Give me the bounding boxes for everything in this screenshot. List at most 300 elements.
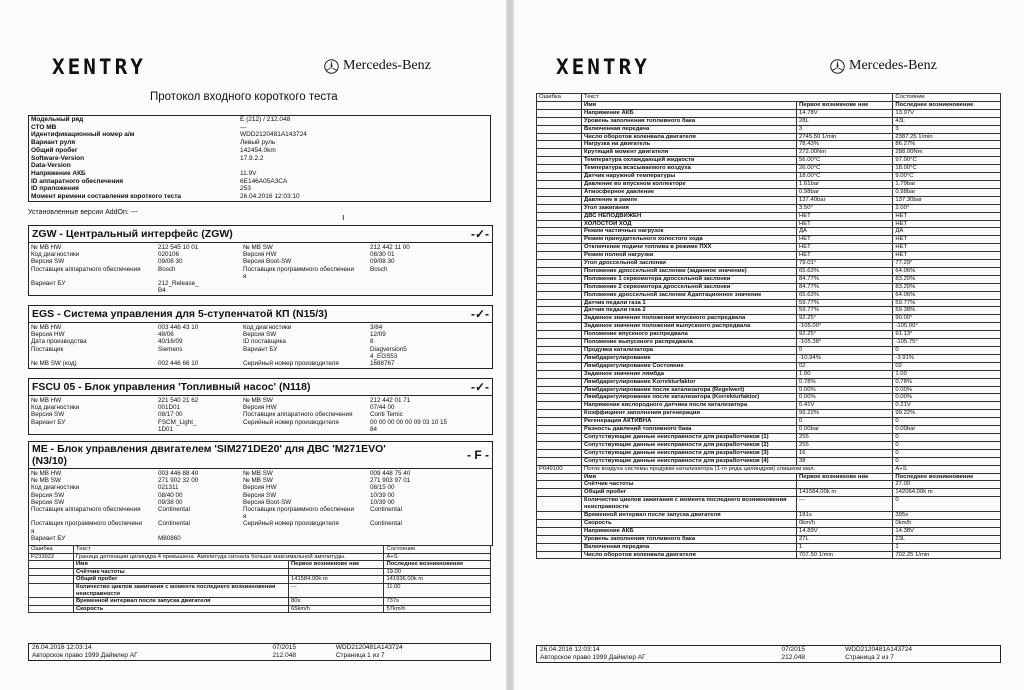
param-last: НЕТ xyxy=(893,252,1001,260)
section-cell: Версия HW xyxy=(243,404,277,412)
header-value: --- xyxy=(240,123,247,131)
blank-cell xyxy=(537,527,582,535)
fault-parameters-table xyxy=(536,93,1001,559)
section-cell: Код диагностики xyxy=(31,484,80,492)
section-cell xyxy=(31,287,158,294)
header-value: E (212) / 212.048 xyxy=(240,116,291,123)
section-header xyxy=(29,379,492,396)
blank-cell xyxy=(537,354,582,362)
param-last: 90.00° xyxy=(893,315,1001,323)
param-row xyxy=(537,512,1001,520)
blank-cell xyxy=(537,141,582,149)
param-name: Положение 1 сервомотора дроссельной заслонки xyxy=(582,275,797,283)
section-cell: 08/17 00 xyxy=(158,411,183,419)
mercedes-star-icon xyxy=(324,59,339,74)
footer-cell: 07/2015 xyxy=(781,646,805,653)
section-cell: Версия SW xyxy=(31,411,65,419)
param-name: Уровень заполнения топливного бака xyxy=(582,535,797,543)
param-last: 0.98bar xyxy=(893,188,1001,196)
section-cell: Поставщик программного обеспечени xyxy=(243,506,354,514)
param-header-row xyxy=(537,101,1001,109)
blank-cell xyxy=(29,583,74,597)
section-cell: Поставщик программного обеспечени xyxy=(243,265,354,273)
param-name: Температура всасываемого воздуха xyxy=(582,165,797,173)
param-last: 57km/h xyxy=(384,605,491,613)
section-title: EGS - Система управления для 5-ступенчатой КП (N15/3) xyxy=(32,308,328,320)
section-cell: 09/08 30 xyxy=(158,258,183,266)
param-row xyxy=(537,188,1001,196)
param-name: Датчик наружной температуры xyxy=(582,173,797,181)
param-name: Сопутствующие данные неисправности для разработчиков (4) xyxy=(582,457,797,465)
header-row xyxy=(29,193,491,201)
footer-cell: 26.04.2016 12:03:14 xyxy=(540,646,600,653)
param-name: Общий пробег xyxy=(582,489,797,497)
section-cell xyxy=(31,353,158,360)
blank-cell xyxy=(537,457,582,465)
blank-cell xyxy=(537,260,582,268)
param-first: 141584.00k m xyxy=(797,489,893,497)
fault-code: P233922 xyxy=(29,553,74,561)
param-name: Лямбдарегулирование Korrekturfaktor xyxy=(582,378,797,386)
param-row xyxy=(537,535,1001,543)
param-name: Напряжение кислородного датчика после катализатора xyxy=(582,402,797,410)
param-last: 64.06% xyxy=(893,267,1001,275)
section-cell: Версия SW xyxy=(31,498,65,506)
blank-cell xyxy=(537,275,582,283)
param-name: Режим принудительного холостого хода xyxy=(582,236,797,244)
param-name: Количество циклов зажигания с момента последнего возникновения неисправности xyxy=(582,497,797,512)
blank-cell xyxy=(537,117,582,125)
param-name: Напряжение АКБ xyxy=(582,527,797,535)
status-mark: -✓- xyxy=(470,380,489,394)
param-first: 272.00Nm xyxy=(797,149,893,157)
param-name: Атмосферное давление xyxy=(582,188,797,196)
blank-cell xyxy=(537,157,582,165)
param-first: 141584.00k m xyxy=(289,576,384,584)
section-cell: FSCM_Light_ xyxy=(158,418,197,426)
vehicle-info-table xyxy=(28,115,491,202)
param-row xyxy=(537,402,1001,410)
param-name: Включенная передача xyxy=(582,125,797,133)
param-name: Счётчик частоты xyxy=(582,481,797,489)
section-cell xyxy=(31,273,158,280)
param-first: 181s xyxy=(797,512,893,520)
section-cell xyxy=(31,513,158,520)
header-value: Левый руль xyxy=(240,139,276,147)
param-name: Давление в рампе xyxy=(582,196,797,204)
section-cell: Серийный номер производителя xyxy=(243,520,339,528)
section-cell: 4_EGS53 xyxy=(370,352,398,360)
param-last: НЕТ xyxy=(893,212,1001,220)
header-value xyxy=(238,162,491,170)
param-first: 14.78V xyxy=(797,109,893,117)
section-header xyxy=(29,442,492,469)
blank-cell xyxy=(537,418,582,426)
param-col-first: Первое возникнове ние xyxy=(797,473,893,481)
section-cell xyxy=(158,273,243,280)
col-text: Текст xyxy=(582,94,893,102)
footer-cell: Авторское право 1999 Даймлер АГ xyxy=(540,654,646,661)
header-value: 253 xyxy=(240,185,251,193)
param-row xyxy=(537,441,1001,449)
section-cell: 10/39 00 xyxy=(370,498,395,506)
blank-cell xyxy=(537,291,582,299)
param-row xyxy=(537,157,1001,165)
mercedes-star-icon xyxy=(830,59,845,74)
param-row xyxy=(29,605,491,613)
param-last: -105.75° xyxy=(893,339,1001,347)
col-state: Состояние xyxy=(893,94,1001,102)
section-cell: Серийный номер производителя xyxy=(243,360,339,368)
section-cell: 40/16/09 xyxy=(158,338,183,346)
param-last: 0.00% xyxy=(893,386,1001,394)
param-first: НЕТ xyxy=(797,244,893,252)
section-grid xyxy=(29,469,492,543)
param-row xyxy=(537,339,1001,347)
section-cell: Continental xyxy=(370,520,402,528)
param-first: 0.78% xyxy=(797,378,893,386)
mercedes-text: Mercedes-Benz xyxy=(849,58,937,73)
section-cell: 212 442 01 71 xyxy=(370,397,411,404)
param-last: 0 xyxy=(893,418,1001,426)
param-name: Лямбдарегулирование после катализатора (Regelwert) xyxy=(582,386,797,394)
param-row xyxy=(537,244,1001,252)
param-first: 02 xyxy=(797,362,893,370)
param-col-first: Первое возникнове ние xyxy=(289,561,384,569)
header-row xyxy=(29,178,491,186)
param-name: Нагрузка на двигатель xyxy=(582,141,797,149)
fault-text: Граница детонации цилиндра 4 превышена. Амплитуда сигнала больше максимальной амплитуды. xyxy=(74,553,384,561)
param-name: Сопутствующие данные неисправности для разработчиков (2) xyxy=(582,441,797,449)
footer-cell: 07/2015 xyxy=(272,644,296,651)
section-cell: M80860 xyxy=(158,534,181,542)
param-first: 59.77% xyxy=(797,299,893,307)
section-cell: № MB SW (код) xyxy=(31,360,77,368)
col-text: Текст xyxy=(74,546,384,554)
blank-cell xyxy=(537,180,582,188)
section-cell: Версия HW xyxy=(243,251,277,259)
col-error: Ошибка xyxy=(29,546,74,554)
param-name: Заданное значение положения выпускного распредвала xyxy=(582,323,797,331)
section-cell: Bosch xyxy=(158,265,176,273)
param-name: Датчик педали газа 1 xyxy=(582,299,797,307)
page-footer xyxy=(536,645,1001,663)
param-name: Продувка катализатора xyxy=(582,347,797,355)
section-cell: № MB SW xyxy=(243,397,273,404)
blank-cell xyxy=(537,299,582,307)
fault-row xyxy=(29,553,491,561)
blank-cell xyxy=(537,188,582,196)
param-name: Разность давлений топливного бака xyxy=(582,426,797,434)
pen-mark: ı xyxy=(342,212,345,222)
blank-cell xyxy=(537,551,582,559)
param-last: 0.21V xyxy=(893,402,1001,410)
param-col-name: Имя xyxy=(582,473,797,481)
header-label: Вариант руля xyxy=(31,139,76,147)
param-first: НЕТ xyxy=(797,220,893,228)
section-cell: Вариант БУ xyxy=(31,418,66,426)
section-cell: 3/84 xyxy=(370,324,383,331)
footer-cell: 212.048 xyxy=(272,652,296,659)
section-grid xyxy=(29,243,492,295)
param-first: 0 xyxy=(797,347,893,355)
section-cell xyxy=(243,353,370,360)
param-row xyxy=(537,133,1001,141)
header-label: Общий пробег xyxy=(31,146,78,154)
section-header xyxy=(29,226,492,243)
param-name: Положение дроссельной заслонки Адаптационное значение xyxy=(582,291,797,299)
section-cell: Версия SW xyxy=(31,258,65,266)
param-last: 59.77% xyxy=(893,299,1001,307)
footer-cell: WDD2120481A143724 xyxy=(335,644,403,651)
param-last: 43L xyxy=(893,117,1001,125)
param-row xyxy=(537,220,1001,228)
section-cell: Вариант БУ xyxy=(31,280,66,288)
header-row xyxy=(29,116,491,124)
param-last: 97.00°C xyxy=(893,157,1001,165)
section-cell: 09/08 30 xyxy=(370,258,395,266)
section-cell: 48/06 xyxy=(158,331,174,339)
section-cell: № MB HW xyxy=(31,324,62,331)
section-cell: 12/09 xyxy=(370,331,386,339)
param-first: 92.25° xyxy=(797,331,893,339)
blank-cell xyxy=(537,543,582,551)
blank-cell xyxy=(537,228,582,236)
param-last: 0 xyxy=(893,441,1001,449)
param-row xyxy=(537,141,1001,149)
fault-row xyxy=(537,465,1001,473)
fault-state: A+S xyxy=(384,553,491,561)
param-row xyxy=(537,394,1001,402)
param-last: 0.78% xyxy=(893,378,1001,386)
param-col-last: Последнее возникновение xyxy=(384,561,491,569)
header-row xyxy=(29,162,491,170)
col-state: Состояние xyxy=(384,546,491,554)
param-row xyxy=(537,236,1001,244)
mercedes-logo xyxy=(830,58,937,74)
param-last: 27.00 xyxy=(893,481,1001,489)
param-name: Временной интервал после запуска двигателя xyxy=(74,598,289,606)
param-row xyxy=(537,125,1001,133)
param-col-first: Первое возникнове ние xyxy=(797,101,893,109)
section-cell: 212 442 11 00 xyxy=(370,244,410,251)
section-cell: Conti Temic xyxy=(370,411,403,419)
param-first: 56.00°C xyxy=(797,157,893,165)
blank-cell xyxy=(537,489,582,497)
section-cell: Версия SW xyxy=(31,491,65,499)
section-cell: Continental xyxy=(158,506,190,514)
param-first: 707.50 1/min xyxy=(797,551,893,559)
section-cell: ID поставщика xyxy=(243,338,286,346)
param-row xyxy=(29,568,491,576)
param-name: Режим полной нагрузки xyxy=(582,252,797,260)
status-mark: -✓- xyxy=(470,227,489,241)
section-header xyxy=(29,306,492,323)
param-last: 395s xyxy=(893,512,1001,520)
param-first: НЕТ xyxy=(797,236,893,244)
param-row xyxy=(537,299,1001,307)
param-last: 0 xyxy=(893,497,1001,512)
section-cell xyxy=(31,426,158,433)
blank-cell xyxy=(537,339,582,347)
param-last: 91.13° xyxy=(893,331,1001,339)
param-last: -105.00° xyxy=(893,323,1001,331)
section-cell: 08/30 01 xyxy=(370,251,395,259)
section-cell: № MB SW xyxy=(243,470,273,477)
section-cell: 002 446 66 10 xyxy=(158,360,199,368)
param-first: 18.00°C xyxy=(797,173,893,181)
header-label: СТО MB xyxy=(31,123,57,131)
param-last: 288.00Nm xyxy=(893,149,1001,157)
param-last: 18.00°C xyxy=(893,165,1001,173)
param-row xyxy=(537,307,1001,315)
section-cell: я xyxy=(243,272,247,280)
blank-cell xyxy=(537,283,582,291)
param-first: 0.00% xyxy=(797,386,893,394)
param-name: Напряжение АКБ xyxy=(582,109,797,117)
header-label: Data-Version xyxy=(31,162,71,170)
header-value: WDD2120481A143724 xyxy=(240,131,307,139)
blank-cell xyxy=(537,244,582,252)
section-cell xyxy=(158,528,243,535)
param-first: --- xyxy=(797,497,893,512)
section-cell: № MB SW xyxy=(31,477,61,485)
blank-cell xyxy=(537,109,582,117)
param-name: Временной интервал после запуска двигателя xyxy=(582,512,797,520)
header-row xyxy=(29,139,491,147)
param-name: Угол зажигания xyxy=(582,204,797,212)
param-first: 99.22% xyxy=(797,410,893,418)
section-cell: Версия SW xyxy=(243,491,277,499)
section-cell: 08/40 00 xyxy=(158,491,183,499)
param-first xyxy=(797,481,893,489)
section-cell: № MB HW xyxy=(31,397,62,404)
fault-header-row xyxy=(537,94,1001,102)
param-first: 59.77% xyxy=(797,307,893,315)
param-row xyxy=(537,354,1001,362)
param-row xyxy=(537,378,1001,386)
blank-cell xyxy=(537,315,582,323)
fault-text: Поток воздуха системы продувки катализатора (1-го ряда цилиндров) слишком мал. xyxy=(582,465,893,473)
param-last: 99.22% xyxy=(893,410,1001,418)
param-name: Регенерация АКТИВНА xyxy=(582,418,797,426)
blank-cell xyxy=(537,323,582,331)
status-mark: -✓- xyxy=(470,307,489,321)
fault-code: P049100 xyxy=(537,465,582,473)
param-last: 0 xyxy=(893,449,1001,457)
blank-cell xyxy=(537,410,582,418)
section-cell: 1688767 xyxy=(370,360,395,368)
param-first: 1.61bar xyxy=(797,180,893,188)
blank-cell xyxy=(537,101,582,109)
section-cell: 003 446 88 40 xyxy=(158,470,199,477)
param-row xyxy=(537,196,1001,204)
param-last: 2387.25 1/min xyxy=(893,133,1001,141)
param-first: -10.94% xyxy=(797,354,893,362)
section-cell xyxy=(243,287,370,294)
section-cell: 10/39 00 xyxy=(370,491,395,499)
param-last: 3 xyxy=(893,125,1001,133)
param-name: Температура охлаждающей жидкости xyxy=(582,157,797,165)
blank-cell xyxy=(537,362,582,370)
blank-cell xyxy=(537,236,582,244)
param-first: 2745.50 1/min xyxy=(797,133,893,141)
blank-cell xyxy=(537,402,582,410)
section-cell: 00 00 00 00 00 09 03 10 15 xyxy=(370,418,448,426)
param-name: Сопутствующие данные неисправности для разработчиков (3) xyxy=(582,449,797,457)
blank-cell xyxy=(537,433,582,441)
ecu-section xyxy=(28,225,493,296)
col-error: Ошибка xyxy=(537,94,582,102)
section-cell: 09/38 00 xyxy=(158,498,183,506)
section-cell: Версия Boot-SW xyxy=(243,258,292,266)
param-col-last: Последнее возникновение xyxy=(893,101,1001,109)
param-row xyxy=(537,212,1001,220)
fault-header-row xyxy=(29,546,491,554)
param-row xyxy=(537,109,1001,117)
param-first: ДА xyxy=(797,228,893,236)
param-name: Сопутствующие данные неисправности для разработчиков (1) xyxy=(582,433,797,441)
param-last: 11.00 xyxy=(384,583,491,597)
blank-cell xyxy=(537,165,582,173)
param-first: 3 xyxy=(797,125,893,133)
blank-cell xyxy=(537,307,582,315)
param-col-last: Последнее возникновение xyxy=(893,473,1001,481)
param-last: 23L xyxy=(893,535,1001,543)
param-row xyxy=(537,275,1001,283)
param-row xyxy=(537,449,1001,457)
param-last: 64.06% xyxy=(893,291,1001,299)
section-cell: я xyxy=(31,527,35,535)
section-cell: 212 545 10 01 xyxy=(158,244,199,251)
blank-cell xyxy=(537,196,582,204)
section-cell: Поставщик аппаратного обеспечения xyxy=(243,411,353,419)
blank-cell xyxy=(537,267,582,275)
section-cell: Код диагностики xyxy=(31,404,80,412)
blank-cell xyxy=(537,378,582,386)
param-first: 79.01° xyxy=(797,260,893,268)
section-cell: Поставщик xyxy=(31,345,64,353)
blank-cell xyxy=(537,331,582,339)
param-row xyxy=(537,228,1001,236)
ecu-section xyxy=(28,441,493,546)
param-row xyxy=(537,347,1001,355)
section-cell: 021311 xyxy=(158,484,179,492)
header-row xyxy=(29,147,491,155)
param-first: 65.63% xyxy=(797,267,893,275)
param-first: -105.38° xyxy=(797,339,893,347)
mercedes-logo xyxy=(324,58,431,74)
param-row xyxy=(537,489,1001,497)
xentry-logo: XENTRY xyxy=(556,55,650,79)
blank-cell xyxy=(537,512,582,520)
blank-cell xyxy=(537,252,582,260)
section-cell: 001D01 xyxy=(158,404,181,412)
param-row xyxy=(537,481,1001,489)
param-row xyxy=(537,331,1001,339)
section-cell xyxy=(158,513,243,520)
param-last: 142064.00k m xyxy=(893,489,1001,497)
page-title: Протокол входного короткого теста xyxy=(150,91,338,103)
param-name: Заданное значение положения впускного распредвала xyxy=(582,315,797,323)
param-name: Положение дроссельной заслонки (заданное значение) xyxy=(582,267,797,275)
section-cell: Серийный номер производителя xyxy=(243,418,339,426)
param-row xyxy=(537,252,1001,260)
param-name: Заданное значение лямбда xyxy=(582,370,797,378)
param-first: 255 xyxy=(797,433,893,441)
binding-gutter xyxy=(506,0,514,690)
page-2 xyxy=(514,0,1024,690)
